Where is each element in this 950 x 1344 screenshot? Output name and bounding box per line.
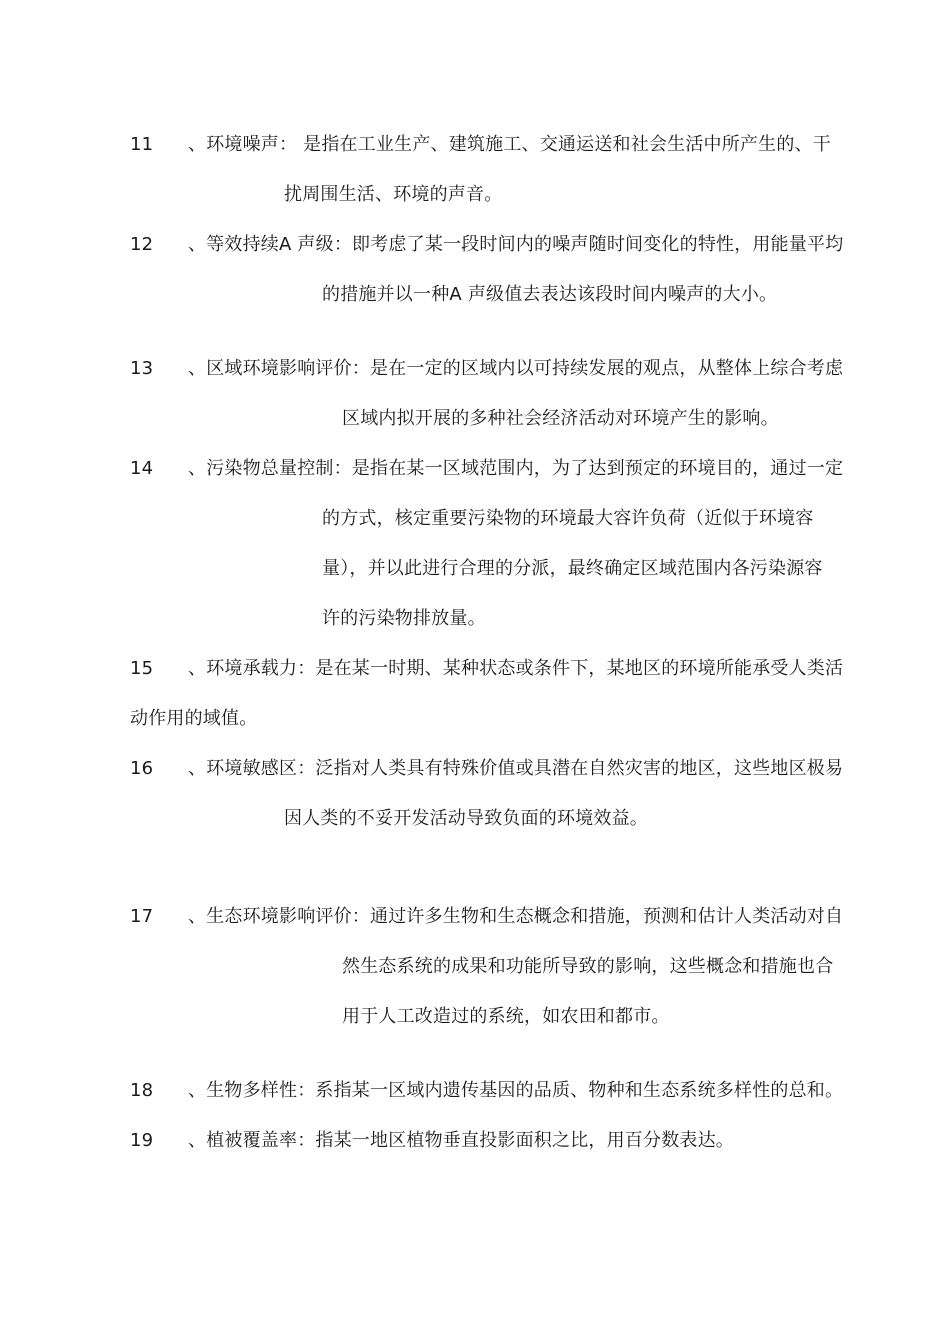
entry-16-line-1: [130, 756, 843, 782]
entry-19-line-1: [130, 1128, 734, 1154]
entry-number: 15: [130, 658, 154, 679]
entry-number: 16: [130, 758, 154, 779]
entry-14-line-1: [130, 456, 843, 482]
entry-14-line-3: 量），并以此进行合理的分派，最终确定区域范围内各污染源容: [322, 558, 823, 579]
entry-11-line-2: 扰周围生活、环境的声音。: [284, 184, 503, 205]
entry-17-line-1: [130, 904, 843, 930]
entry-text: 、环境噪声： 是指在工业生产、建筑施工、交通运送和社会生活中所产生的、干: [188, 134, 831, 155]
entry-text: 、等效持续A 声级：即考虑了某一段时间内的噪声随时间变化的特性，用能量平均: [188, 234, 844, 255]
entry-text: 、区域环境影响评价：是在一定的区域内以可持续发展的观点，从整体上综合考虑: [188, 358, 844, 379]
entry-12-line-1: [130, 232, 843, 258]
entry-14-line-2: 的方式，核定重要污染物的环境最大容许负荷（近似于环境容: [322, 508, 814, 529]
entry-15-line-2: 动作用的域值。: [130, 708, 258, 729]
entry-text: 、生物多样性：系指某一区域内遗传基因的品质、物种和生态系统多样性的总和。: [188, 1080, 844, 1101]
entry-15-line-1: [130, 656, 843, 682]
entry-text: 、植被覆盖率：指某一地区植物垂直投影面积之比，用百分数表达。: [188, 1130, 734, 1151]
entry-number: 19: [130, 1130, 154, 1151]
entry-text: 、环境承载力：是在某一时期、某种状态或条件下，某地区的环境所能承受人类活: [188, 658, 844, 679]
entry-number: 18: [130, 1080, 154, 1101]
entry-number: 14: [130, 458, 154, 479]
entry-number: 12: [130, 234, 154, 255]
entry-14-line-4: 许的污染物排放量。: [322, 608, 486, 629]
entry-11-line-1: [130, 132, 831, 158]
entry-number: 17: [130, 906, 154, 927]
entry-16-line-2: 因人类的不妥开发活动导致负面的环境效益。: [284, 808, 648, 829]
entry-text: 、污染物总量控制：是指在某一区域范围内，为了达到预定的环境目的，通过一定: [188, 458, 844, 479]
entry-13-line-2: 区域内拟开展的多种社会经济活动对环境产生的影响。: [342, 408, 779, 429]
entry-text: 、生态环境影响评价：通过许多生物和生态概念和措施，预测和估计人类活动对自: [188, 906, 844, 927]
entry-12-line-2: 的措施并以一种A 声级值去表达该段时间内噪声的大小。: [322, 284, 778, 305]
entry-18-line-1: [130, 1078, 843, 1104]
entry-number: 13: [130, 358, 154, 379]
entry-13-line-1: [130, 356, 843, 382]
entry-17-line-3: 用于人工改造过的系统，如农田和都市。: [342, 1006, 670, 1027]
entry-17-line-2: 然生态系统的成果和功能所导致的影响，这些概念和措施也合: [342, 956, 834, 977]
entry-text: 、环境敏感区：泛指对人类具有特殊价值或具潜在自然灾害的地区，这些地区极易: [188, 758, 844, 779]
entry-number: 11: [130, 134, 154, 155]
